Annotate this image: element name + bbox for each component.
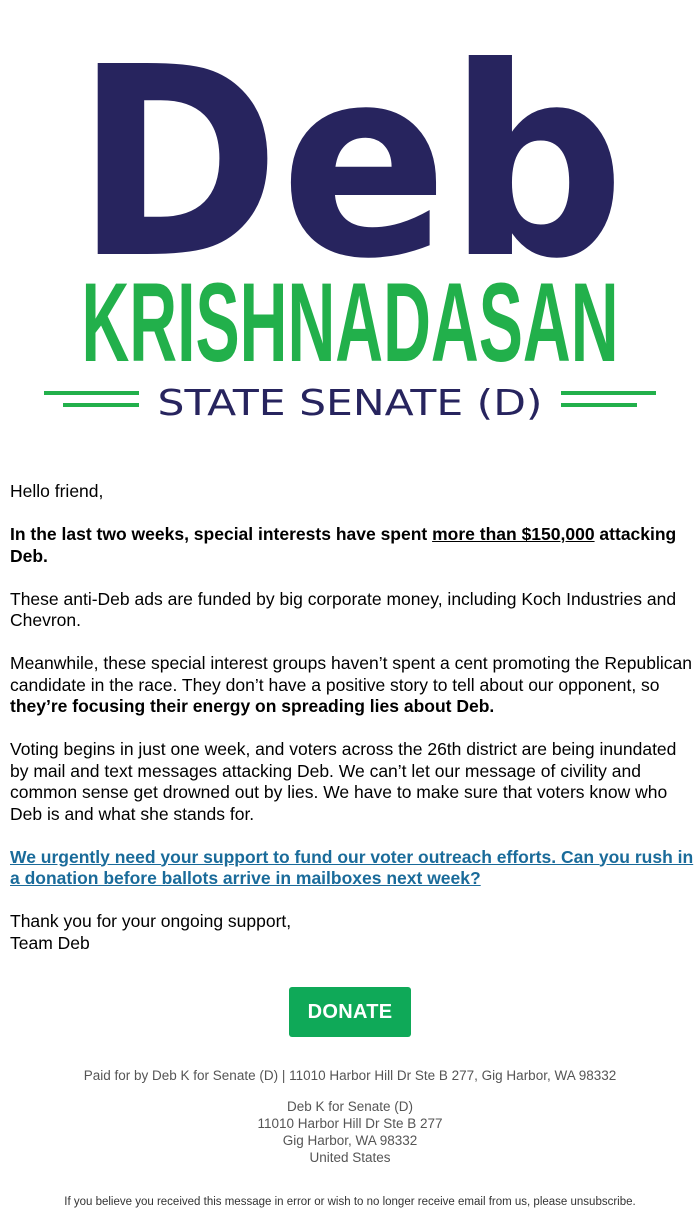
logo-first-name: Deb <box>75 11 625 316</box>
signature: Team Deb <box>10 932 90 953</box>
paragraph-voting: Voting begins in just one week, and voters across the 26th district are being inundated by mail and text messages attacking Deb. We can’t let our message of civility and common sense get drowned out by lies. We have to make sure that voters know who Deb is and what she stands for. <box>10 739 677 824</box>
paragraph-spending <box>10 524 694 567</box>
opponent-bold: they’re focusing their energy on spreading lies about Deb. <box>10 696 495 716</box>
address-country: United States <box>309 1150 391 1165</box>
address-city: Gig Harbor, WA 98332 <box>282 1133 418 1148</box>
paragraph-funding: These anti-Deb ads are funded by big corporate money, including Koch Industries and Chevron. <box>10 588 677 630</box>
address-org: Deb K for Senate (D) <box>286 1099 414 1114</box>
donate-section <box>0 987 700 1037</box>
spending-bold-end: attacking Deb. <box>10 524 677 566</box>
email-body <box>10 481 694 954</box>
address-street: 11010 Harbor Hill Dr Ste B 277 <box>257 1116 443 1131</box>
unsubscribe-notice <box>0 1194 700 1211</box>
logo-office: STATE SENATE (D) <box>157 383 543 424</box>
spending-bold-start: In the last two weeks, special interests have spent <box>10 524 433 544</box>
paragraph-cta <box>10 847 694 890</box>
greeting: Hello friend, <box>10 481 104 501</box>
paid-for-disclaimer: Paid for by Deb K for Senate (D) | 11010 Harbor Hill Dr Ste B 277, Gig Harbor, WA 98332 <box>83 1068 617 1083</box>
logo-last-name: KRISHNADASAN <box>81 260 619 385</box>
opponent-text: Meanwhile, these special interest groups haven’t spent a cent promoting the Republican candidate in the race. They don’t have a positive story to tell about our opponent, so <box>10 653 692 695</box>
spending-amount: more than $150,000 <box>432 524 595 544</box>
closing-block <box>10 911 694 954</box>
donate-button[interactable]: DONATE <box>289 987 411 1037</box>
logo-rule-left <box>44 391 139 407</box>
closing-line: Thank you for your ongoing support, <box>10 911 292 931</box>
mailing-address <box>0 1098 700 1166</box>
logo-rule-right <box>561 391 656 407</box>
campaign-logo <box>0 0 700 460</box>
paragraph-opponent <box>10 653 694 718</box>
logo-graphic <box>0 0 700 460</box>
donation-cta-link[interactable]: We urgently need your support to fund our voter outreach efforts. Can you rush in a donation before ballots arrive in mailboxes next week? <box>10 846 694 888</box>
unsubscribe-link[interactable]: If you believe you received this message in error or wish to no longer receive email from us, please unsubscribe. <box>64 1196 636 1208</box>
